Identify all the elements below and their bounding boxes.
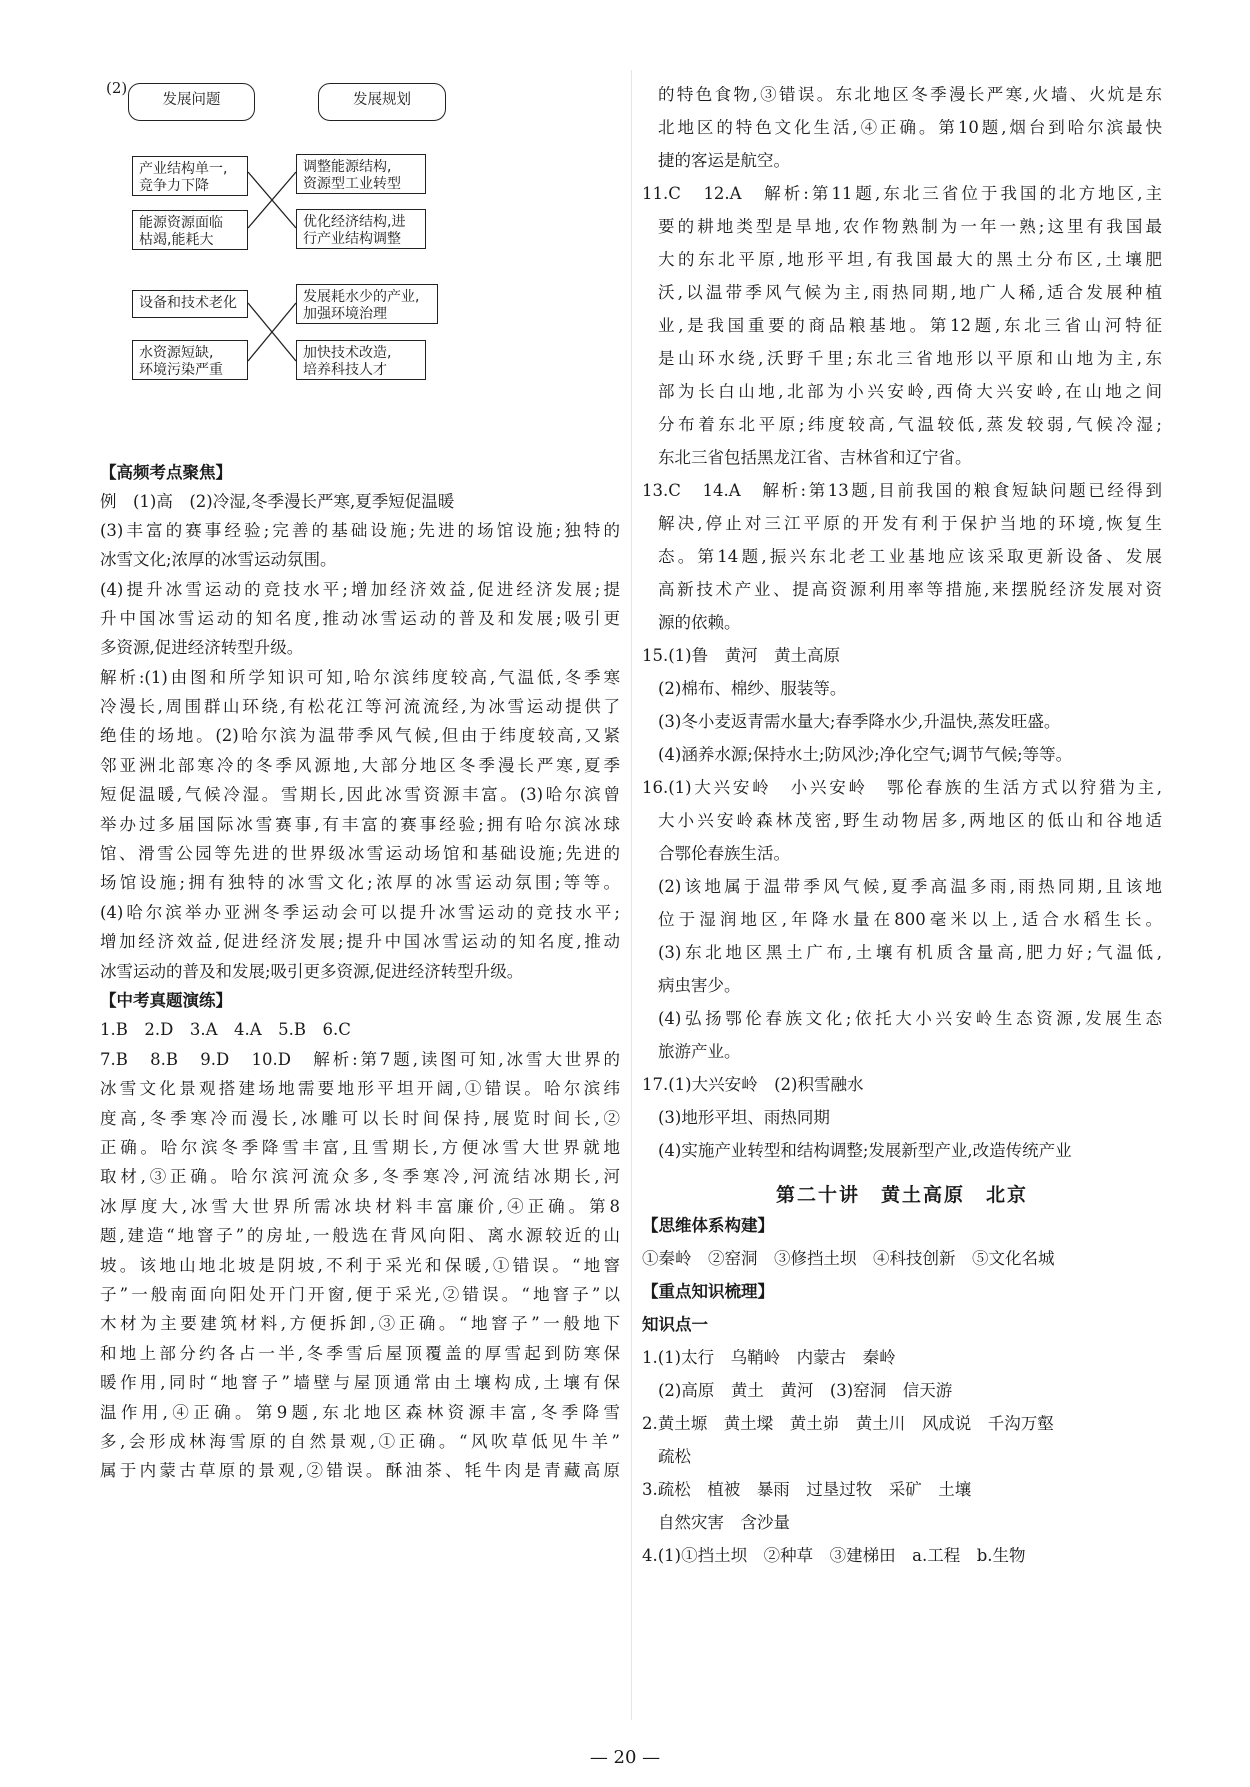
section-heading-focus: 【高频考点聚焦】 bbox=[100, 463, 232, 482]
diagram-header-left: 发展问题 bbox=[128, 83, 255, 121]
knowledge-4: 4.(1)①挡土坝 ②种草 ③建梯田 a.工程 b.生物 bbox=[642, 1546, 1026, 1565]
text-line: 正确。哈尔滨冬季降雪丰富,且雪期长,方便冰雪大世界就地 bbox=[100, 1138, 620, 1157]
text-line: 疏松 bbox=[658, 1447, 691, 1466]
text-line: (4)哈尔滨举办亚洲冬季运动会可以提升冰雪运动的竞技水平; bbox=[100, 903, 620, 922]
text-line: 是山环水绕,沃野千里;东北三省地形以平原和山地为主,东 bbox=[658, 349, 1162, 368]
text-line: 取材,③正确。哈尔滨河流众多,冬季寒冷,河流结冰期长,河 bbox=[100, 1167, 620, 1186]
text-line: 短促温暖,气候冷湿。雪期长,因此冰雪资源丰富。(3)哈尔滨曾 bbox=[100, 785, 620, 804]
text-line: 态。第14题,振兴东北老工业基地应该采取更新设备、发展 bbox=[658, 547, 1162, 566]
text-line: 度高,冬季寒冷而漫长,冰雕可以长时间保持,展览时间长,② bbox=[100, 1109, 620, 1128]
plan-box-3: 发展耗水少的产业, 加强环境治理 bbox=[296, 284, 438, 324]
text-line: 升中国冰雪运动的知名度,推动冰雪运动的普及和发展;吸引更 bbox=[100, 609, 620, 628]
text-line: (3)东北地区黑土广布,土壤有机质含量高,肥力好;气温低, bbox=[658, 943, 1162, 962]
answer-17: 17.(1)大兴安岭 (2)积雪融水 bbox=[642, 1075, 864, 1094]
text-line: 业,是我国重要的商品粮基地。第12题,东北三省山河特征 bbox=[658, 316, 1162, 335]
text-line: 的特色食物,③错误。东北地区冬季漫长严寒,火墙、火炕是东 bbox=[658, 85, 1162, 104]
plan-box-1: 调整能源结构, 资源型工业转型 bbox=[296, 154, 426, 194]
answers-7-10: 7.B 8.B 9.D 10.D 解析:第7题,读图可知,冰雪大世界的 bbox=[100, 1050, 620, 1069]
column-divider bbox=[631, 70, 632, 1720]
problem-box-1: 产业结构单一, 竞争力下降 bbox=[132, 156, 248, 196]
text-line: 合鄂伦春族生活。 bbox=[658, 844, 790, 863]
text-line: 东北三省包括黑龙江省、吉林省和辽宁省。 bbox=[658, 448, 972, 467]
text-line: (2)该地属于温带季风气候,夏季高温多雨,雨热同期,且该地 bbox=[658, 877, 1162, 896]
problem-box-4: 水资源短缺, 环境污染严重 bbox=[132, 340, 248, 380]
answer-16: 16.(1)大兴安岭 小兴安岭 鄂伦春族的生活方式以狩猎为主, bbox=[642, 778, 1162, 797]
knowledge-2: 2.黄土塬 黄土墚 黄土峁 黄土川 风成说 千沟万壑 bbox=[642, 1414, 1054, 1433]
text-line: 暖作用,同时“地窨子”墙壁与屋顶通常由土壤构成,土壤有保 bbox=[100, 1373, 620, 1392]
text-line: (3)冬小麦返青需水量大;春季降水少,升温快,蒸发旺盛。 bbox=[658, 712, 1061, 731]
text-line: 高新技术产业、提高资源利用率等措施,来摆脱经济发展对资 bbox=[658, 580, 1162, 599]
text-line: 举办过多届国际冰雪赛事,有丰富的赛事经验;拥有哈尔滨冰球 bbox=[100, 815, 620, 834]
text-line: 绝佳的场地。(2)哈尔滨为温带季风气候,但由于纬度较高,又紧 bbox=[100, 726, 620, 745]
text-line: 馆、滑雪公园等先进的世界级冰雪运动场馆和基础设施;先进的 bbox=[100, 844, 620, 863]
problem-box-2: 能源资源面临 枯竭,能耗大 bbox=[132, 210, 248, 250]
text-line: 邻亚洲北部寒冷的冬季风源地,大部分地区冬季漫长严寒,夏季 bbox=[100, 756, 620, 775]
section-heading-system: 【思维体系构建】 bbox=[642, 1216, 774, 1235]
text-line: 大小兴安岭森林茂密,野生动物居多,两地区的低山和谷地适 bbox=[658, 811, 1162, 830]
text-line: 坡。该地山地北坡是阴坡,不利于采光和保暖,①错误。“地窨 bbox=[100, 1256, 620, 1275]
text-line: (2)棉布、棉纱、服装等。 bbox=[658, 679, 847, 698]
diagram-connectors bbox=[100, 78, 620, 438]
text-line: 位于湿润地区,年降水量在800毫米以上,适合水稻生长。 bbox=[658, 910, 1162, 929]
text-line: 大的东北平原,地形平坦,有我国最大的黑土分布区,土壤肥 bbox=[658, 250, 1162, 269]
development-diagram bbox=[100, 78, 620, 438]
text-line: 温作用,④正确。第9题,东北地区森林资源丰富,冬季降雪 bbox=[100, 1403, 620, 1422]
text-line: 增加经济效益,促进经济发展;提升中国冰雪运动的知名度,推动 bbox=[100, 932, 620, 951]
text-line: 冰雪文化;浓厚的冰雪运动氛围。 bbox=[100, 550, 337, 569]
text-line: 要的耕地类型是旱地,农作物熟制为一年一熟;这里有我国最 bbox=[658, 217, 1162, 236]
text-line: 场馆设施;拥有独特的冰雪文化;浓厚的冰雪运动氛围;等等。 bbox=[100, 873, 620, 892]
text-line: 属于内蒙古草原的景观,②错误。酥油茶、牦牛肉是青藏高原 bbox=[100, 1461, 620, 1480]
text-line: (4)弘扬鄂伦春族文化;依托大小兴安岭生态资源,发展生态 bbox=[658, 1009, 1162, 1028]
text-line: 部为长白山地,北部为小兴安岭,西倚大兴安岭,在山地之间 bbox=[658, 382, 1162, 401]
text-line: 木材为主要建筑材料,方便拆卸,③正确。“地窨子”一般地下 bbox=[100, 1314, 620, 1333]
text-line: (3)地形平坦、雨热同期 bbox=[658, 1108, 830, 1127]
diagram-label: (2) bbox=[106, 79, 128, 97]
text-line: 旅游产业。 bbox=[658, 1042, 741, 1061]
section-heading-exam: 【中考真题演练】 bbox=[100, 991, 232, 1010]
section-heading-knowledge: 【重点知识梳理】 bbox=[642, 1282, 774, 1301]
text-line: 冰厚度大,冰雪大世界所需冰块材料丰富廉价,④正确。第8 bbox=[100, 1197, 620, 1216]
text-line: 源的依赖。 bbox=[658, 613, 741, 632]
text-line: (2)高原 黄土 黄河 (3)窑洞 信天游 bbox=[658, 1381, 953, 1400]
text-line: 北地区的特色文化生活,④正确。第10题,烟台到哈尔滨最快 bbox=[658, 118, 1162, 137]
text-line: 子”一般南面向阳处开门开窗,便于采光,②错误。“地窨子”以 bbox=[100, 1285, 620, 1304]
problem-box-3: 设备和技术老化 bbox=[132, 290, 248, 318]
analysis-line: 解析:(1)由图和所学知识可知,哈尔滨纬度较高,气温低,冬季寒 bbox=[100, 668, 620, 687]
text-line: 冰雪文化景观搭建场地需要地形平坦开阔,①错误。哈尔滨纬 bbox=[100, 1079, 620, 1098]
text-line: (4)提升冰雪运动的竞技水平;增加经济效益,促进经济发展;提 bbox=[100, 580, 620, 599]
text-line: 多,会形成林海雪原的自然景观,①正确。“风吹草低见牛羊” bbox=[100, 1432, 620, 1451]
text-line: 沃,以温带季风气候为主,雨热同期,地广人稀,适合发展种植 bbox=[658, 283, 1162, 302]
page-number: — 20 — bbox=[589, 1747, 661, 1768]
text-line: 冷漫长,周围群山环绕,有松花江等河流流经,为冰雪运动提供了 bbox=[100, 697, 620, 716]
answer-15: 15.(1)鲁 黄河 黄土高原 bbox=[642, 646, 841, 665]
answers-13-14: 13.C 14.A 解析:第13题,目前我国的粮食短缺问题已经得到 bbox=[642, 481, 1162, 500]
text-line: 和地上部分约各占一半,冬季雪后屋顶覆盖的厚雪起到防寒保 bbox=[100, 1344, 620, 1363]
knowledge-1: 1.(1)太行 乌鞘岭 内蒙古 秦岭 bbox=[642, 1348, 896, 1367]
text-line: 题,建造“地窨子”的房址,一般选在背风向阳、离水源较近的山 bbox=[100, 1226, 620, 1245]
knowledge-3: 3.疏松 植被 暴雨 过垦过牧 采矿 土壤 bbox=[642, 1480, 972, 1499]
text-line: 自然灾害 含沙量 bbox=[658, 1513, 790, 1532]
diagram-header-right: 发展规划 bbox=[318, 83, 446, 121]
text-line: 病虫害少。 bbox=[658, 976, 741, 995]
answers-1-6: 1.B 2.D 3.A 4.A 5.B 6.C bbox=[100, 1020, 351, 1039]
text-line: 分布着东北平原;纬度较高,气温较低,蒸发较弱,气候冷湿; bbox=[658, 415, 1162, 434]
example-answer: 例 (1)高 (2)冷湿,冬季漫长严寒,夏季短促温暖 bbox=[100, 492, 455, 511]
text-line: (3)丰富的赛事经验;完善的基础设施;先进的场馆设施;独特的 bbox=[100, 521, 620, 540]
text-line: (4)实施产业转型和结构调整;发展新型产业,改造传统产业 bbox=[658, 1141, 1072, 1160]
answers-11-12: 11.C 12.A 解析:第11题,东北三省位于我国的北方地区,主 bbox=[642, 184, 1162, 203]
knowledge-point-one: 知识点一 bbox=[642, 1315, 708, 1334]
text-line: 冰雪运动的普及和发展;吸引更多资源,促进经济转型升级。 bbox=[100, 962, 524, 981]
text-line: 多资源,促进经济转型升级。 bbox=[100, 638, 304, 657]
system-answers: ①秦岭 ②窑洞 ③修挡土坝 ④科技创新 ⑤文化名城 bbox=[642, 1249, 1055, 1268]
plan-box-2: 优化经济结构,进 行产业结构调整 bbox=[296, 209, 426, 249]
text-line: (4)涵养水源;保持水土;防风沙;净化空气;调节气候;等等。 bbox=[658, 745, 1073, 764]
plan-box-4: 加快技术改造, 培养科技人才 bbox=[296, 340, 426, 380]
text-line: 解决,停止对三江平原的开发有利于保护当地的环境,恢复生 bbox=[658, 514, 1162, 533]
lesson-title: 第二十讲 黄土高原 北京 bbox=[775, 1184, 1028, 1206]
text-line: 捷的客运是航空。 bbox=[658, 151, 790, 170]
